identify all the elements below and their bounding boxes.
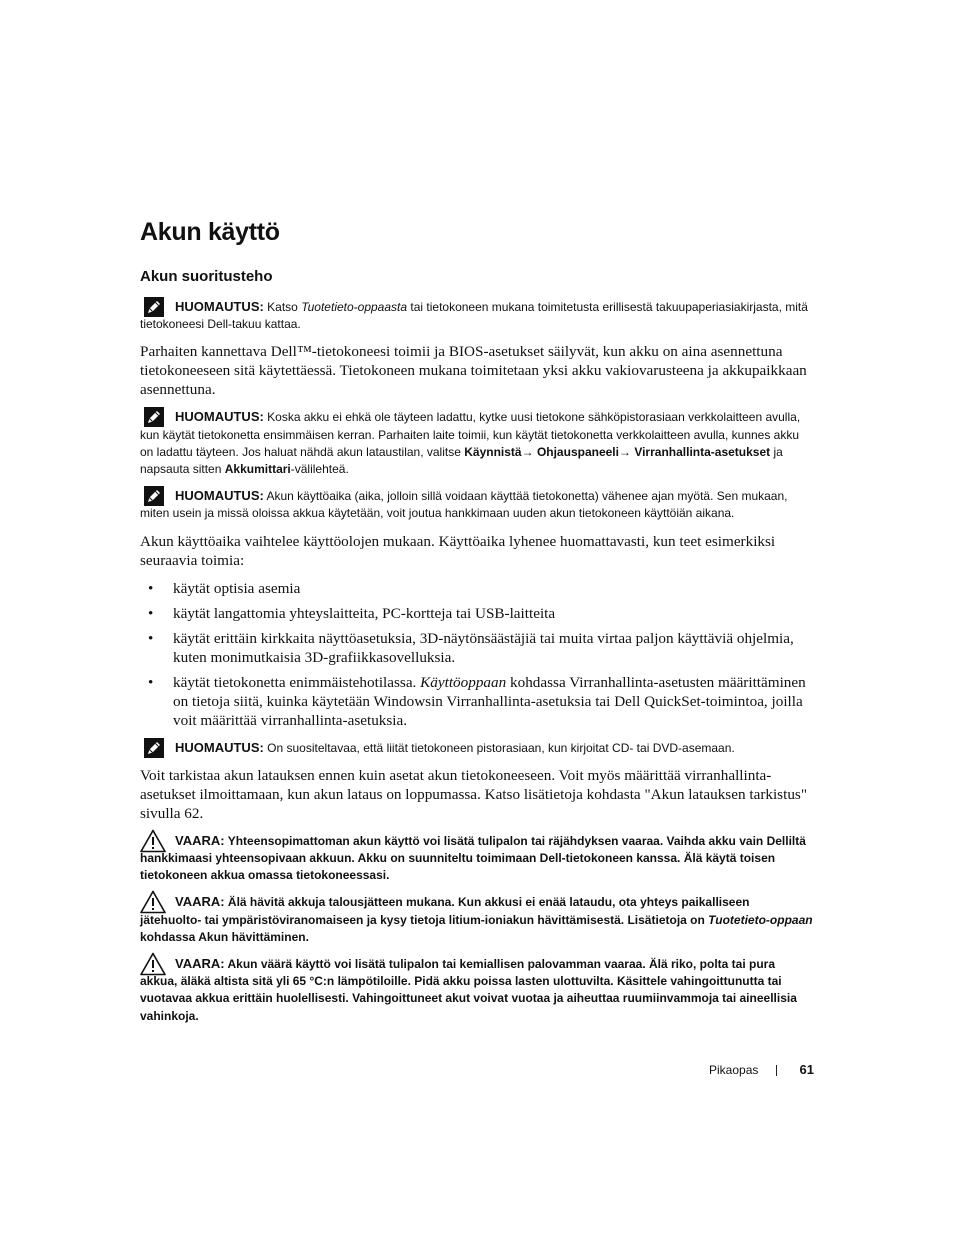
note-pencil-icon [143, 737, 165, 759]
warning-triangle-icon [140, 829, 166, 853]
page-content [140, 216, 814, 1034]
footer-divider [776, 1065, 777, 1076]
page-title: Akun käyttö [140, 218, 280, 246]
paragraph-battery-intro: Parhaiten kannettava Dell™-tietokoneesi toimii ja BIOS-asetukset säilyvät, kun akku on aina asennettuna tietokoneeseen sitä käytettäessä. Tietokoneen mukana toimitetaan yksi akku vakiovarusteena ja akkupaikkaan asennettuna. [140, 343, 807, 399]
section-heading: Akun suoritusteho [140, 268, 273, 285]
note-cd-write: HUOMAUTUS: On suositeltavaa, että liität tietokoneen pistorasiaan, kun kirjoitat CD- tai DVD-asemaan. [140, 739, 814, 757]
list-item: • käytät optisia asemia [148, 579, 301, 597]
note-warranty: HUOMAUTUS: Katso Tuotetieto-oppaasta tai tietokoneen mukana toimitetusta erillisestä takuupaperiasiakirjasta, mitä tietokoneesi Dell-takuu kattaa. [140, 298, 814, 333]
warning-triangle-icon [140, 890, 166, 914]
note-battery-life: HUOMAUTUS: Akun käyttöaika (aika, jolloin sillä voidaan käyttää tietokonetta) vähenee ajan myötä. Sen mukaan, miten usein ja missä oloissa akkua käytetään, voit joutua hankkimaan uuden akun tietokoneen käyttöiän aikana. [140, 487, 814, 522]
paragraph-usage-time: Akun käyttöaika vaihtelee käyttöolojen mukaan. Käyttöaika lyhenee huomattavasti, kun teet esimerkiksi seuraavia toimia: [140, 532, 776, 569]
paragraph-check-charge: Voit tarkistaa akun latauksen ennen kuin asetat akun tietokoneeseen. Voit myös määrittää virranhallinta-asetukset ilmoittamaan, kun akun lataus on loppumassa. Katso lisätietoja kohdasta "Akun latauksen tarkistus" sivulla 62. [140, 766, 808, 822]
warning-misuse: VAARA: Akun väärä käyttö voi lisätä tulipalon tai kemiallisen palovamman vaaraa. Älä riko, polta tai pura akkua, äläkä altista sitä yli 65 °C:n lämpötiloille. Pidä akku poissa lasten ulottuvilta. Käsittele vahingoittunutta tai vuotavaa akkua erittäin huolellisesti. Vahingoittuneet akut voivat vuotaa ja aiheuttaa ruumiinvammoja tai aineellisia vahinkoja. [140, 955, 814, 1025]
note-label: HUOMAUTUS: [175, 739, 264, 755]
warning-label: VAARA: [175, 832, 225, 848]
note-pencil-icon [143, 406, 165, 428]
warning-label: VAARA: [175, 894, 225, 910]
footer-section-title: Pikaopas [709, 1063, 759, 1077]
list-item: • käytät tietokonetta enimmäistehotilassa. Käyttöoppaan kohdassa Virranhallinta-asetusten määrittäminen on tietoja siitä, kuinka käytetään Windowsin Virranhallinta-asetuksia tai Dell QuickSet-toimintoa, joilla voit määrittää virranhallinta-asetuksia. [148, 673, 806, 729]
bullet-list [140, 579, 814, 730]
note-label: HUOMAUTUS: [175, 299, 264, 314]
warning-label: VAARA: [175, 956, 225, 972]
warning-triangle-icon [140, 952, 166, 976]
note-first-charge: HUOMAUTUS: Koska akku ei ehkä ole täyteen ladattu, kytke uusi tietokone sähköpistorasiaan verkkolaitteen avulla, kun käytät tietokonetta ensimmäisen kerran. Parhaiten laite toimii, kun käytät tietokonetta verkkolaitteen avulla, kunnes akku on ladattu täyteen. Jos haluat nähdä akun lataustilan, valitse Käynnistä→ Ohjauspaneeli→ Virranhallinta-asetukset ja napsauta sitten Akkumittari-välilehteä. [140, 408, 814, 478]
note-label: HUOMAUTUS: [175, 409, 264, 425]
list-item: • käytät erittäin kirkkaita näyttöasetuksia, 3D-näytönsäästäjiä tai muita virtaa paljon käyttäviä ohjelmia, kuten monimutkaisia 3D-grafiikkasovelluksia. [148, 629, 794, 666]
page-number: 61 [799, 1062, 814, 1077]
note-pencil-icon [143, 485, 165, 507]
warning-disposal: VAARA: Älä hävitä akkuja talousjätteen mukana. Kun akkusi ei enää lataudu, ota yhteys paikalliseen jätehuolto- tai ympäristöviranomaiseen ja kysy tietoja litium-ioniakun hävittämisestä. Lisätietoja on Tuotetieto-oppaan kohdassa Akun hävittäminen. [140, 893, 814, 946]
note-pencil-icon [143, 296, 165, 318]
list-item: • käytät langattomia yhteyslaitteita, PC-kortteja tai USB-laitteita [148, 604, 556, 622]
warning-incompatible-battery: VAARA: Yhteensopimattoman akun käyttö voi lisätä tulipalon tai räjähdyksen vaaraa. Vaihda akku vain Delliltä hankkimaasi yhteensopivaan akkuun. Akku on suunniteltu toimimaan Dell-tietokoneen kanssa. Älä käytä toisen tietokoneen akkua omassa tietokoneessasi. [140, 832, 814, 885]
note-label: HUOMAUTUS: [175, 488, 264, 504]
